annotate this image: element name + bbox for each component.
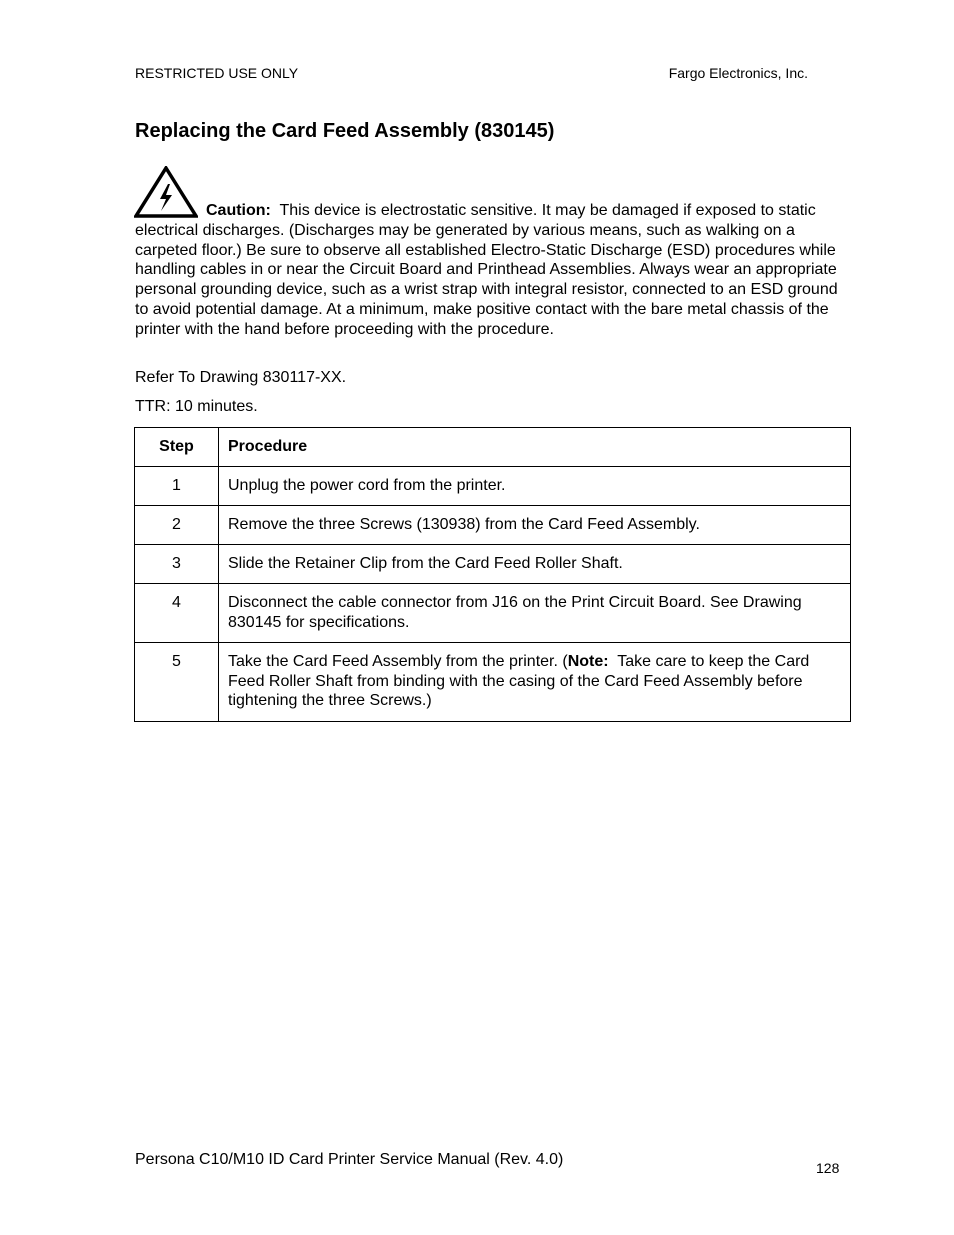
procedure-text: Slide the Retainer Clip from the Card Feed Roller Shaft. <box>219 545 851 584</box>
procedure-text <box>219 643 851 722</box>
caution-text: This device is electrostatic sensitive. It may be damaged if exposed to static electrical discharges. (Discharges may be generated by various means, such as walking on a carpeted floor.) Be sure to observe all established Electro-Static Discharge (ESD) procedures while handling cables in or near the Circuit Board and Printhead Assemblies. Always wear an appropriate personal grounding device, such as a wrist strap with integral resistor, connected to an ESD ground to avoid potential damage. At a minimum, make positive contact with the bare metal chassis of the printer with the hand before proceeding with the procedure. <box>135 202 838 338</box>
table-row <box>135 467 851 506</box>
table-row <box>135 506 851 545</box>
note-label: Note: <box>567 653 609 670</box>
step-number: 1 <box>135 467 219 506</box>
header-restricted: RESTRICTED USE ONLY <box>135 65 299 81</box>
procedure-text-start: Take the Card Feed Assembly from the printer. ( <box>228 653 568 670</box>
procedure-text: Unplug the power cord from the printer. <box>219 467 851 506</box>
step-number: 3 <box>135 545 219 584</box>
table-row <box>135 584 851 643</box>
step-number: 4 <box>135 584 219 643</box>
step-number: 2 <box>135 506 219 545</box>
page-title: Replacing the Card Feed Assembly (830145) <box>135 120 555 142</box>
drawing-reference: Refer To Drawing 830117-XX. <box>135 369 347 386</box>
time-to-repair: TTR: 10 minutes. <box>135 398 258 415</box>
step-number: 5 <box>135 643 219 722</box>
header-step: Step <box>135 428 219 467</box>
page-number: 128 <box>816 1160 840 1176</box>
table-header-row <box>135 428 851 467</box>
procedure-table <box>134 427 851 722</box>
header-company: Fargo Electronics, Inc. <box>668 65 808 81</box>
table-row <box>135 643 851 722</box>
procedure-text-end: Take care to keep the Card Feed Roller Shaft from binding with the casing of the Card Feed Assembly before tightening the three Screws.) <box>228 653 810 709</box>
footer-manual-title: Persona C10/M10 ID Card Printer Service Manual (Rev. 4.0) <box>135 1151 564 1168</box>
caution-paragraph <box>135 201 845 340</box>
header-procedure: Procedure <box>219 428 851 467</box>
caution-label: Caution: <box>206 202 271 219</box>
table-row <box>135 545 851 584</box>
procedure-text: Remove the three Screws (130938) from the Card Feed Assembly. <box>219 506 851 545</box>
procedure-text: Disconnect the cable connector from J16 on the Print Circuit Board. See Drawing 830145 for specifications. <box>219 584 851 643</box>
